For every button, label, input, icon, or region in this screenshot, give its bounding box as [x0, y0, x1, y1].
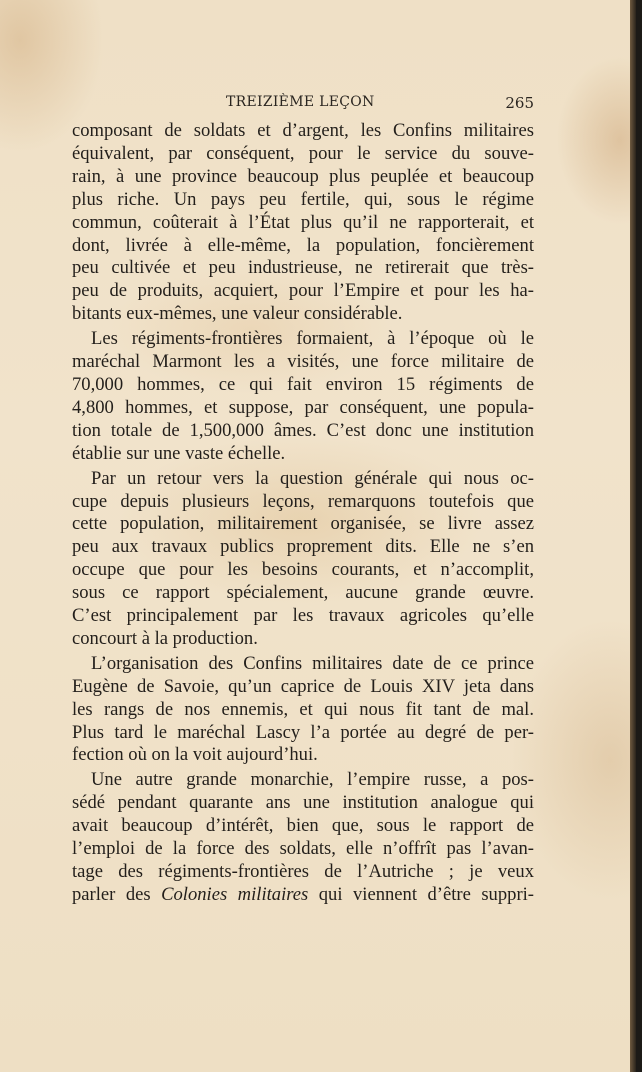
text-line: plus riche. Un pays peu fertile, qui, sous le régime — [72, 188, 534, 210]
page-edge-shadow — [630, 0, 636, 1072]
text-line: sous ce rapport spécialement, aucune grande œuvre. — [72, 582, 534, 604]
text-line: rain, à une province beaucoup plus peuplée et beaucoup — [72, 165, 534, 187]
text-run: qui viennent d’être suppri- — [308, 883, 534, 905]
running-head: TREIZIÈME LEÇON — [226, 94, 375, 110]
text-line: commun, coûterait à l’État plus qu’il ne rapporterait, et — [72, 211, 534, 233]
text-line: peu cultivée et peu industrieuse, ne retirerait que très- — [72, 257, 534, 279]
text-line: l’emploi de la force des soldats, elle n’offrît pas l’avan- — [72, 838, 534, 860]
paragraph-5 — [72, 769, 534, 906]
text-line: dont, livrée à elle-même, la population, foncièrement — [72, 234, 534, 256]
text-line: fection où on la voit aujourd’hui. — [72, 744, 318, 766]
text-line: concourt à la production. — [72, 627, 258, 649]
text-line: tion totale de 1,500,000 âmes. C’est donc une institution — [72, 419, 534, 441]
text-line: Les régiments-frontières formaient, à l’époque où le — [91, 328, 534, 350]
text-line: composant de soldats et d’argent, les Confins militaires — [72, 120, 534, 141]
text-line: occupe que pour les besoins courants, et n’accomplit, — [72, 559, 534, 581]
paragraph-4 — [72, 653, 534, 768]
text-line: C’est principalement par les travaux agricoles qu’elle — [72, 605, 534, 627]
text-run: parler des — [72, 883, 162, 905]
text-line: Une autre grande monarchie, l’empire russe, a pos- — [91, 769, 534, 791]
paragraph-2 — [72, 328, 534, 465]
page-number: 265 — [505, 94, 534, 112]
paragraph-1 — [72, 120, 534, 326]
text-line: peu aux travaux publics proprement dits. Elle ne s’en — [72, 536, 534, 558]
text-line: 70,000 hommes, ce qui fait environ 15 régiments de — [72, 373, 534, 395]
text-line: 4,800 hommes, et suppose, par conséquent, une popula- — [72, 396, 534, 418]
text-line: Plus tard le maréchal Lascy l’a portée au degré de per- — [72, 721, 534, 743]
paragraph-3 — [72, 468, 534, 651]
text-line: équivalent, par conséquent, pour le service du souve- — [72, 142, 534, 164]
text-line: sédé pendant quarante ans une institution analogue qui — [72, 792, 534, 814]
text-line: avait beaucoup d’intérêt, bien que, sous le rapport de — [72, 815, 534, 837]
text-line: cupe depuis plusieurs leçons, remarquons toutefois que — [72, 490, 534, 512]
text-line: Par un retour vers la question générale qui nous oc- — [91, 467, 534, 489]
text-line: L’organisation des Confins militaires date de ce prince — [91, 652, 534, 674]
text-line: les rangs de nos ennemis, et qui nous fit tant de mal. — [72, 698, 534, 720]
text-line: maréchal Marmont les a visités, une force militaire de — [72, 351, 534, 373]
text-line: peu de produits, acquiert, pour l’Empire et pour les ha- — [72, 280, 534, 302]
italic-title: Colonies militaires — [161, 883, 309, 905]
text-line: établie sur une vaste échelle. — [72, 442, 286, 464]
text-line: bitants eux-mêmes, une valeur considérable. — [72, 303, 403, 325]
page-header — [72, 94, 534, 114]
text-line — [72, 884, 534, 907]
text-line: tage des régiments-frontières de l’Autriche ; je veux — [72, 861, 534, 882]
text-line: cette population, militairement organisée, se livre assez — [72, 513, 534, 535]
body-text — [72, 120, 534, 907]
text-line: Eugène de Savoie, qu’un caprice de Louis XIV jeta dans — [72, 675, 534, 697]
